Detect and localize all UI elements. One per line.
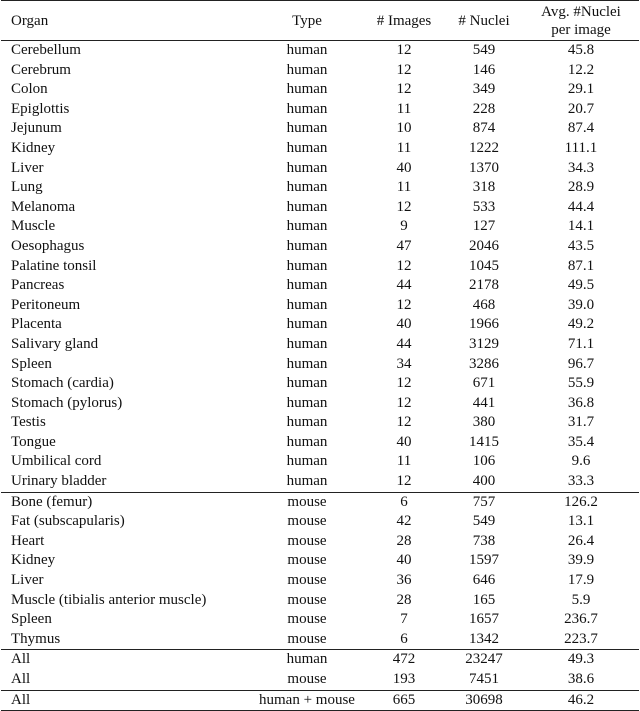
cell-avg-nuclei: 236.7 xyxy=(564,611,598,628)
cell-type: human xyxy=(286,159,328,176)
cell-type: mouse xyxy=(287,532,327,549)
cell-avg-nuclei: 87.4 xyxy=(567,120,595,137)
table-row xyxy=(1,237,639,257)
cell-organ: Pancreas xyxy=(11,277,65,294)
cell-type: human xyxy=(286,237,328,254)
cell-nuclei: 549 xyxy=(472,42,496,58)
cell-nuclei: 2178 xyxy=(469,277,499,294)
cell-nuclei: 228 xyxy=(472,100,496,117)
cell-nuclei: 7451 xyxy=(469,671,499,687)
table-row xyxy=(1,159,639,179)
table-row xyxy=(1,315,639,335)
header-avg-line1: Avg. #Nuclei xyxy=(541,3,621,20)
cell-avg-nuclei: 71.1 xyxy=(567,335,595,352)
table-row xyxy=(1,532,639,552)
cell-type: human xyxy=(286,277,328,294)
cell-organ: All xyxy=(1,690,251,711)
cell-avg-nuclei: 36.8 xyxy=(567,394,595,411)
header-organ: Organ xyxy=(1,1,251,41)
cell-organ: Bone (femur) xyxy=(1,492,251,512)
cell-nuclei: 441 xyxy=(472,394,496,411)
cell-type: human xyxy=(286,61,328,78)
cell-nuclei: 1045 xyxy=(469,257,499,274)
cell-avg-nuclei: 26.4 xyxy=(567,532,595,549)
cell-avg-nuclei: 55.9 xyxy=(567,375,595,392)
cell-avg-nuclei: 14.1 xyxy=(567,218,595,235)
cell-organ: Placenta xyxy=(11,316,62,333)
table-row xyxy=(1,198,639,218)
cell-type: human xyxy=(286,296,328,313)
cell-type: human xyxy=(286,473,328,490)
table-row xyxy=(1,257,639,277)
cell-nuclei: 165 xyxy=(472,591,496,608)
dataset-statistics-table xyxy=(1,0,639,711)
cell-type: human xyxy=(286,335,328,352)
cell-organ: Stomach (cardia) xyxy=(11,375,114,392)
cell-type: human xyxy=(286,120,328,137)
cell-nuclei: 1415 xyxy=(469,433,499,450)
cell-avg-nuclei: 33.3 xyxy=(567,473,595,490)
mouse-organ-rows xyxy=(1,492,639,650)
cell-nuclei: 3286 xyxy=(469,355,499,372)
cell-organ: Salivary gland xyxy=(11,335,99,352)
cell-organ: Testis xyxy=(11,414,46,431)
cell-avg-nuclei: 39.0 xyxy=(567,296,595,313)
cell-organ: Oesophagus xyxy=(11,237,85,254)
cell-images: 10 xyxy=(396,120,412,137)
cell-nuclei: 549 xyxy=(472,513,496,530)
cell-organ: Epiglottis xyxy=(11,100,70,117)
cell-organ: Jejunum xyxy=(11,120,62,137)
cell-type: human xyxy=(286,375,328,392)
table-row xyxy=(1,394,639,414)
cell-organ: Liver xyxy=(11,572,44,589)
table-row xyxy=(1,178,639,198)
table-row xyxy=(1,551,639,571)
table-row xyxy=(1,61,639,81)
cell-type: human xyxy=(286,179,328,196)
cell-organ: All xyxy=(11,671,31,687)
cell-images: 12 xyxy=(396,473,412,490)
cell-images: 12 xyxy=(396,198,412,215)
subtotal-rows xyxy=(1,650,639,690)
cell-images: 28 xyxy=(396,591,412,608)
cell-organ: Thymus xyxy=(11,630,61,647)
cell-nuclei: 1342 xyxy=(469,630,499,647)
cell-avg-nuclei: 49.2 xyxy=(567,316,595,333)
cell-avg-nuclei: 5.9 xyxy=(571,591,591,608)
table-row xyxy=(1,591,639,611)
cell-type: human xyxy=(286,394,328,411)
cell-avg-nuclei: 20.7 xyxy=(567,100,595,117)
cell-type: human xyxy=(251,650,363,670)
cell-type: human + mouse xyxy=(251,690,363,711)
cell-organ: Palatine tonsil xyxy=(11,257,97,274)
cell-images: 6 xyxy=(363,492,445,512)
cell-nuclei: 468 xyxy=(472,296,496,313)
cell-nuclei: 1597 xyxy=(469,552,499,569)
cell-organ: Peritoneum xyxy=(11,296,81,313)
cell-nuclei: 874 xyxy=(472,120,496,137)
table-row xyxy=(1,452,639,472)
cell-images: 42 xyxy=(396,513,412,530)
cell-type: mouse xyxy=(287,611,327,628)
table-row xyxy=(1,610,639,630)
cell-organ: Melanoma xyxy=(11,198,76,215)
cell-type: mouse xyxy=(287,552,327,569)
cell-type: human xyxy=(286,257,328,274)
cell-type: human xyxy=(286,198,328,215)
cell-nuclei: 23247 xyxy=(445,650,523,670)
table-row xyxy=(1,119,639,139)
table-row xyxy=(1,690,639,711)
cell-type: human xyxy=(286,433,328,450)
cell-organ: Umbilical cord xyxy=(11,453,102,470)
cell-nuclei: 1657 xyxy=(469,611,499,628)
cell-images: 12 xyxy=(396,257,412,274)
cell-organ: Cerebrum xyxy=(11,61,71,78)
cell-avg-nuclei: 49.5 xyxy=(567,277,595,294)
cell-images: 12 xyxy=(396,414,412,431)
cell-images: 6 xyxy=(400,630,408,647)
cell-organ: All xyxy=(1,650,251,670)
cell-type: mouse xyxy=(287,671,327,687)
cell-organ: Urinary bladder xyxy=(11,473,107,490)
table-row xyxy=(1,100,639,120)
cell-nuclei: 757 xyxy=(445,492,523,512)
cell-avg-nuclei: 9.6 xyxy=(571,453,591,470)
cell-images: 36 xyxy=(396,572,412,589)
cell-type: human xyxy=(286,42,328,58)
cell-images: 40 xyxy=(396,316,412,333)
cell-avg-nuclei: 87.1 xyxy=(567,257,595,274)
table-row xyxy=(1,650,639,670)
cell-nuclei: 127 xyxy=(472,218,496,235)
header-type: Type xyxy=(251,1,363,41)
cell-organ: Heart xyxy=(11,532,45,549)
cell-images: 665 xyxy=(363,690,445,711)
cell-nuclei: 671 xyxy=(472,375,496,392)
table-row xyxy=(1,276,639,296)
table-row xyxy=(1,472,639,492)
table-row xyxy=(1,492,639,512)
cell-images: 40 xyxy=(396,552,412,569)
cell-nuclei: 533 xyxy=(472,198,496,215)
cell-avg-nuclei: 31.7 xyxy=(567,414,595,431)
cell-nuclei: 106 xyxy=(472,453,496,470)
human-organ-rows xyxy=(1,41,639,493)
cell-type: human xyxy=(286,100,328,117)
cell-avg-nuclei: 13.1 xyxy=(567,513,595,530)
cell-images: 12 xyxy=(396,42,412,58)
cell-avg-nuclei: 43.5 xyxy=(567,237,595,254)
cell-avg-nuclei: 34.3 xyxy=(567,159,595,176)
cell-organ: Tongue xyxy=(11,433,56,450)
cell-avg-nuclei: 223.7 xyxy=(564,630,598,647)
cell-organ: Fat (subscapularis) xyxy=(11,513,125,530)
cell-organ: Colon xyxy=(11,81,48,98)
cell-nuclei: 400 xyxy=(472,473,496,490)
cell-nuclei: 1222 xyxy=(469,139,499,156)
table-row xyxy=(1,670,639,690)
table-row xyxy=(1,571,639,591)
cell-nuclei: 30698 xyxy=(445,690,523,711)
cell-images: 11 xyxy=(396,100,412,117)
cell-images: 9 xyxy=(400,218,408,235)
cell-nuclei: 738 xyxy=(472,532,496,549)
table-row xyxy=(1,217,639,237)
cell-nuclei: 318 xyxy=(472,179,496,196)
cell-type: human xyxy=(286,218,328,235)
cell-organ: Kidney xyxy=(11,552,56,569)
cell-avg-nuclei: 49.3 xyxy=(523,650,639,670)
cell-nuclei: 646 xyxy=(472,572,496,589)
cell-nuclei: 146 xyxy=(472,61,496,78)
cell-type: human xyxy=(286,139,328,156)
table-row xyxy=(1,374,639,394)
cell-organ: Kidney xyxy=(11,139,56,156)
cell-images: 7 xyxy=(400,611,408,628)
cell-avg-nuclei: 45.8 xyxy=(567,42,595,58)
cell-images: 193 xyxy=(392,671,416,687)
cell-nuclei: 2046 xyxy=(469,237,499,254)
cell-nuclei: 1370 xyxy=(469,159,499,176)
cell-organ: Muscle xyxy=(11,218,56,235)
cell-type: human xyxy=(286,81,328,98)
cell-avg-nuclei: 12.2 xyxy=(567,61,595,78)
cell-organ: Cerebellum xyxy=(11,42,81,58)
header-avg-line2: per image xyxy=(551,21,611,38)
total-rows xyxy=(1,690,639,711)
cell-type: human xyxy=(286,316,328,333)
table-row xyxy=(1,296,639,316)
cell-organ: Lung xyxy=(11,179,43,196)
cell-images: 12 xyxy=(396,394,412,411)
cell-avg-nuclei: 96.7 xyxy=(567,355,595,372)
cell-nuclei: 3129 xyxy=(469,335,499,352)
table-header xyxy=(1,1,639,41)
header-row xyxy=(1,1,639,41)
table-row xyxy=(1,512,639,532)
cell-avg-nuclei: 111.1 xyxy=(564,139,598,156)
cell-avg-nuclei: 46.2 xyxy=(523,690,639,711)
cell-nuclei: 349 xyxy=(472,81,496,98)
table-row xyxy=(1,335,639,355)
table-row xyxy=(1,630,639,650)
dataset-statistics-table-container xyxy=(1,0,639,711)
cell-type: human xyxy=(286,414,328,431)
cell-images: 28 xyxy=(396,532,412,549)
cell-type: mouse xyxy=(287,572,327,589)
cell-nuclei: 1966 xyxy=(469,316,499,333)
table-row xyxy=(1,139,639,159)
cell-images: 44 xyxy=(396,277,412,294)
cell-type: mouse xyxy=(251,492,363,512)
cell-images: 12 xyxy=(396,375,412,392)
table-row xyxy=(1,41,639,61)
cell-organ: Muscle (tibialis anterior muscle) xyxy=(11,591,207,608)
cell-images: 12 xyxy=(396,61,412,78)
table-row xyxy=(1,80,639,100)
table-row xyxy=(1,433,639,453)
cell-avg-nuclei: 17.9 xyxy=(567,572,595,589)
cell-nuclei: 380 xyxy=(472,414,496,431)
header-avg-nuclei xyxy=(523,1,639,41)
cell-organ: Liver xyxy=(11,159,44,176)
table-row xyxy=(1,413,639,433)
cell-avg-nuclei: 126.2 xyxy=(523,492,639,512)
cell-avg-nuclei: 35.4 xyxy=(567,433,595,450)
cell-images: 40 xyxy=(396,433,412,450)
cell-images: 12 xyxy=(396,81,412,98)
cell-images: 11 xyxy=(396,139,412,156)
cell-avg-nuclei: 29.1 xyxy=(567,81,595,98)
cell-images: 11 xyxy=(396,179,412,196)
table-row xyxy=(1,355,639,375)
cell-type: human xyxy=(286,355,328,372)
cell-images: 44 xyxy=(396,335,412,352)
cell-avg-nuclei: 28.9 xyxy=(567,179,595,196)
cell-type: mouse xyxy=(287,591,327,608)
cell-images: 472 xyxy=(363,650,445,670)
cell-avg-nuclei: 44.4 xyxy=(567,198,595,215)
cell-type: mouse xyxy=(287,630,327,647)
cell-organ: Spleen xyxy=(11,355,52,372)
cell-type: mouse xyxy=(287,513,327,530)
cell-organ: Spleen xyxy=(11,611,52,628)
cell-images: 34 xyxy=(396,355,412,372)
cell-images: 47 xyxy=(396,237,412,254)
cell-organ: Stomach (pylorus) xyxy=(11,394,123,411)
cell-type: human xyxy=(286,453,328,470)
cell-avg-nuclei: 39.9 xyxy=(567,552,595,569)
header-images: # Images xyxy=(363,1,445,41)
cell-images: 40 xyxy=(396,159,412,176)
header-nuclei: # Nuclei xyxy=(445,1,523,41)
cell-avg-nuclei: 38.6 xyxy=(567,671,595,687)
cell-images: 11 xyxy=(396,453,412,470)
cell-images: 12 xyxy=(396,296,412,313)
